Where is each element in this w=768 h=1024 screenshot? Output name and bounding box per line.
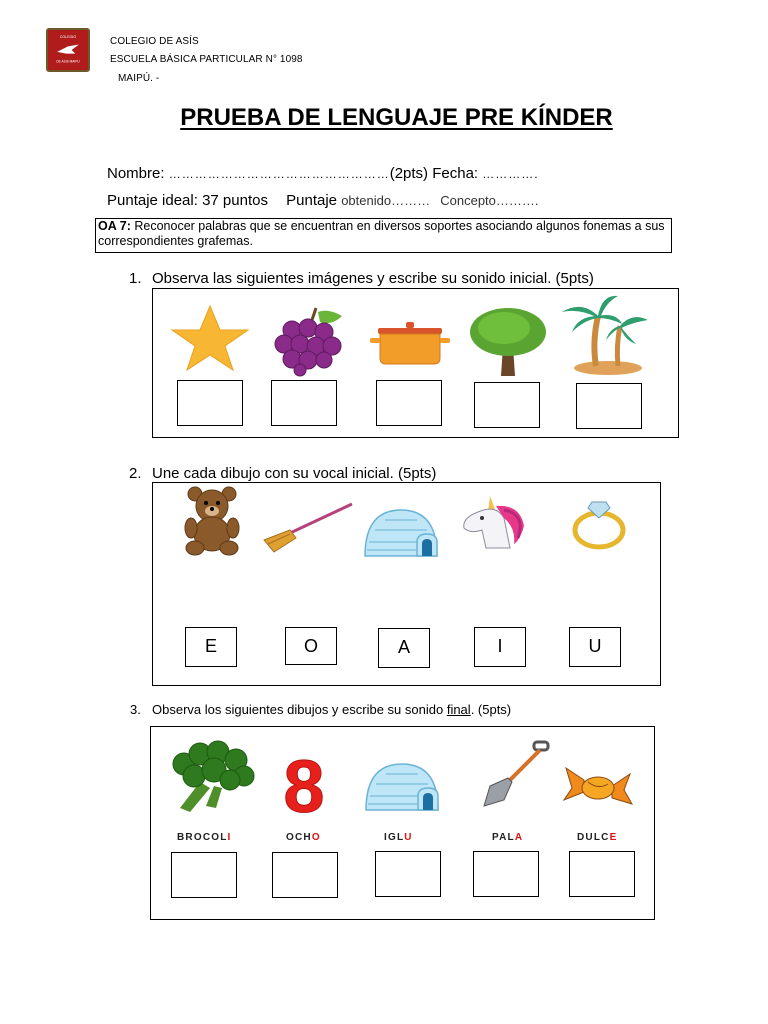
palm-trees-icon (558, 292, 650, 376)
tree-icon (468, 306, 548, 378)
score-line (107, 192, 539, 209)
final-letter: O (311, 832, 321, 843)
logo-text-top: COLEGIO (59, 35, 77, 40)
vowel-box-5[interactable]: U (569, 627, 621, 667)
q3-text-after: . (5pts) (470, 702, 512, 717)
ring-icon (572, 498, 626, 550)
word-label-5: DULCE (577, 832, 618, 843)
q3-text-underlined: final (446, 702, 471, 717)
school-logo (46, 28, 90, 72)
q3-text (152, 702, 511, 717)
word-label-3: IGLU (384, 832, 413, 843)
school-city: MAIPÚ. - (118, 73, 160, 84)
word-label-2: OCHO (286, 832, 321, 843)
q1-answer-box-5[interactable] (576, 383, 642, 429)
page-title: PRUEBA DE LENGUAJE PRE KÍNDER (180, 104, 613, 131)
school-name: COLEGIO DE ASÍS (110, 36, 199, 47)
q2-text: Une cada dibujo con su vocal inicial. (5pts) (152, 465, 437, 482)
svg-text:8: 8 (283, 745, 325, 828)
unicorn-icon (460, 494, 528, 550)
q1-answer-box-4[interactable] (474, 382, 540, 428)
vowel-box-2[interactable]: O (285, 627, 337, 665)
concept-blank[interactable]: Concepto………. (440, 193, 539, 208)
candy-icon (562, 760, 634, 812)
date-label: Fecha: (432, 165, 479, 182)
date-blank[interactable]: …………. (482, 167, 539, 181)
word-label-1: BROCOLI (177, 832, 232, 843)
pot-icon (370, 318, 450, 366)
star-icon (168, 304, 252, 372)
q2-number: 2. (129, 465, 142, 482)
teddy-bear-icon (183, 486, 241, 556)
q1-answer-box-1[interactable] (177, 380, 243, 426)
name-label: Nombre: (107, 165, 165, 182)
vowel-box-1[interactable]: E (185, 627, 237, 667)
ideal-score: Puntaje ideal: 37 puntos (107, 192, 268, 209)
obtained-blank[interactable]: obtenido……… (341, 193, 431, 208)
q1-text: Observa las siguientes imágenes y escribe su sonido inicial. (5pts) (152, 270, 594, 287)
q3-answer-box-3[interactable] (375, 851, 441, 897)
vowel-box-3[interactable]: A (378, 628, 430, 668)
broom-icon (262, 502, 354, 552)
broccoli-icon (170, 742, 256, 812)
q3-answer-box-1[interactable] (171, 852, 237, 898)
objective-code: OA 7: (98, 219, 131, 233)
shovel-icon (482, 740, 552, 808)
q1-number: 1. (129, 270, 142, 287)
igloo-icon (361, 506, 441, 558)
q3-text-before: Observa los siguientes dibujos y escribe su sonido (152, 702, 447, 717)
logo-text-bottom: DE ASIS MAIPU (56, 59, 80, 64)
final-letter: U (404, 832, 413, 843)
q3-answer-box-2[interactable] (272, 852, 338, 898)
grapes-icon (274, 306, 348, 376)
q3-answer-box-4[interactable] (473, 851, 539, 897)
objective-text: Reconocer palabras que se encuentran en diversos soportes asociando algunos fonemas a sus correspondientes grafemas. (98, 219, 665, 248)
igloo-icon (362, 760, 442, 812)
final-letter: I (227, 832, 232, 843)
name-blank[interactable]: …………………………………………… (168, 167, 390, 181)
final-letter: E (609, 832, 618, 843)
q1-answer-box-2[interactable] (271, 380, 337, 426)
name-line (107, 165, 539, 182)
name-points: (2pts) (389, 165, 429, 182)
dove-icon (57, 45, 79, 54)
number-eight-icon (272, 745, 336, 828)
q3-answer-box-5[interactable] (569, 851, 635, 897)
q3-number: 3. (130, 702, 141, 717)
vowel-box-4[interactable]: I (474, 627, 526, 667)
school-subtitle: ESCUELA BÁSICA PARTICULAR N° 1098 (110, 54, 303, 65)
objective-box (95, 218, 672, 253)
q1-answer-box-3[interactable] (376, 380, 442, 426)
score-label: Puntaje (286, 192, 338, 209)
final-letter: A (514, 832, 524, 843)
word-label-4: PALA (492, 832, 524, 843)
